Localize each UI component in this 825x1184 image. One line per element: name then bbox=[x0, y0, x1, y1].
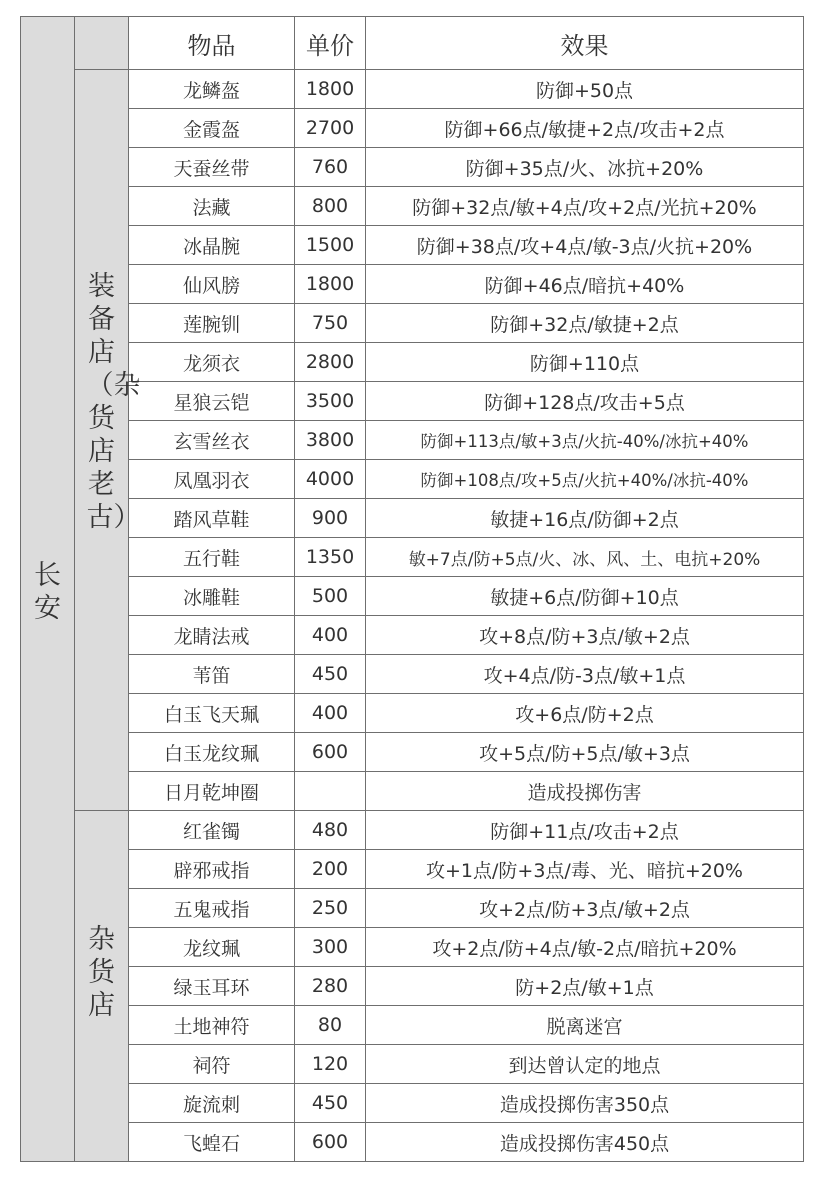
item-name-cell: 仙风膀 bbox=[129, 265, 295, 304]
header-row bbox=[21, 17, 804, 70]
item-price-cell: 2800 bbox=[295, 343, 366, 382]
column-header-item: 物品 bbox=[129, 17, 295, 70]
city-label-cell bbox=[21, 17, 75, 1162]
item-name-cell: 龙睛法戒 bbox=[129, 616, 295, 655]
price-table-container bbox=[20, 16, 804, 1162]
item-price-cell: 1800 bbox=[295, 265, 366, 304]
item-name-cell: 龙鳞盔 bbox=[129, 70, 295, 109]
table-row bbox=[21, 265, 804, 304]
item-price-cell: 200 bbox=[295, 850, 366, 889]
item-effect-cell: 敏+7点/防+5点/火、冰、风、土、电抗+20% bbox=[366, 538, 804, 577]
item-price-cell: 600 bbox=[295, 733, 366, 772]
item-name-cell: 旋流刺 bbox=[129, 1084, 295, 1123]
table-row bbox=[21, 850, 804, 889]
item-effect-cell: 造成投掷伤害450点 bbox=[366, 1123, 804, 1162]
item-price-cell: 760 bbox=[295, 148, 366, 187]
table-row bbox=[21, 304, 804, 343]
table-row bbox=[21, 889, 804, 928]
item-effect-cell: 敏捷+16点/防御+2点 bbox=[366, 499, 804, 538]
item-name-cell: 金霞盔 bbox=[129, 109, 295, 148]
item-name-cell: 凤凰羽衣 bbox=[129, 460, 295, 499]
item-name-cell: 辟邪戒指 bbox=[129, 850, 295, 889]
item-price-cell: 800 bbox=[295, 187, 366, 226]
item-price-cell: 400 bbox=[295, 694, 366, 733]
item-price-cell: 500 bbox=[295, 577, 366, 616]
item-name-cell: 五行鞋 bbox=[129, 538, 295, 577]
item-effect-cell: 攻+6点/防+2点 bbox=[366, 694, 804, 733]
item-name-cell: 莲腕钏 bbox=[129, 304, 295, 343]
item-effect-cell: 攻+5点/防+5点/敏+3点 bbox=[366, 733, 804, 772]
table-row bbox=[21, 1006, 804, 1045]
item-effect-cell: 防御+46点/暗抗+40% bbox=[366, 265, 804, 304]
item-price-cell: 80 bbox=[295, 1006, 366, 1045]
item-effect-cell: 防御+128点/攻击+5点 bbox=[366, 382, 804, 421]
item-price-cell: 480 bbox=[295, 811, 366, 850]
price-table bbox=[20, 16, 804, 1162]
item-price-cell: 400 bbox=[295, 616, 366, 655]
table-row bbox=[21, 1123, 804, 1162]
shop-label: 装备店（杂货店老古） bbox=[86, 271, 141, 533]
item-price-cell: 250 bbox=[295, 889, 366, 928]
column-header-effect: 效果 bbox=[366, 17, 804, 70]
item-name-cell: 冰晶腕 bbox=[129, 226, 295, 265]
item-price-cell: 300 bbox=[295, 928, 366, 967]
table-row bbox=[21, 70, 804, 109]
table-row bbox=[21, 616, 804, 655]
item-effect-cell: 到达曾认定的地点 bbox=[366, 1045, 804, 1084]
item-name-cell: 土地神符 bbox=[129, 1006, 295, 1045]
item-price-cell: 280 bbox=[295, 967, 366, 1006]
item-name-cell: 踏风草鞋 bbox=[129, 499, 295, 538]
item-effect-cell: 防御+35点/火、冰抗+20% bbox=[366, 148, 804, 187]
item-name-cell: 日月乾坤圈 bbox=[129, 772, 295, 811]
item-effect-cell: 攻+2点/防+4点/敏-2点/暗抗+20% bbox=[366, 928, 804, 967]
table-row bbox=[21, 694, 804, 733]
item-effect-cell: 防御+66点/敏捷+2点/攻击+2点 bbox=[366, 109, 804, 148]
table-row bbox=[21, 1045, 804, 1084]
item-name-cell: 冰雕鞋 bbox=[129, 577, 295, 616]
item-name-cell: 祠符 bbox=[129, 1045, 295, 1084]
item-name-cell: 红雀镯 bbox=[129, 811, 295, 850]
item-effect-cell: 防御+38点/攻+4点/敏-3点/火抗+20% bbox=[366, 226, 804, 265]
item-price-cell: 1800 bbox=[295, 70, 366, 109]
item-name-cell: 白玉龙纹珮 bbox=[129, 733, 295, 772]
column-header-price: 单价 bbox=[295, 17, 366, 70]
item-price-cell: 3500 bbox=[295, 382, 366, 421]
table-row bbox=[21, 967, 804, 1006]
item-name-cell: 苇笛 bbox=[129, 655, 295, 694]
item-price-cell: 450 bbox=[295, 655, 366, 694]
table-row bbox=[21, 772, 804, 811]
item-price-cell: 120 bbox=[295, 1045, 366, 1084]
item-name-cell: 绿玉耳环 bbox=[129, 967, 295, 1006]
item-name-cell: 天蚕丝带 bbox=[129, 148, 295, 187]
shop-label: 杂货店 bbox=[88, 924, 115, 1021]
table-row bbox=[21, 733, 804, 772]
table-row bbox=[21, 187, 804, 226]
item-price-cell bbox=[295, 772, 366, 811]
item-price-cell: 450 bbox=[295, 1084, 366, 1123]
table-row bbox=[21, 1084, 804, 1123]
table-row bbox=[21, 655, 804, 694]
table-row bbox=[21, 421, 804, 460]
item-effect-cell: 防御+32点/敏捷+2点 bbox=[366, 304, 804, 343]
item-effect-cell: 防御+32点/敏+4点/攻+2点/光抗+20% bbox=[366, 187, 804, 226]
item-price-cell: 3800 bbox=[295, 421, 366, 460]
item-effect-cell: 攻+1点/防+3点/毒、光、暗抗+20% bbox=[366, 850, 804, 889]
table-row bbox=[21, 460, 804, 499]
item-effect-cell: 攻+8点/防+3点/敏+2点 bbox=[366, 616, 804, 655]
item-effect-cell: 防御+50点 bbox=[366, 70, 804, 109]
table-row bbox=[21, 928, 804, 967]
item-price-cell: 900 bbox=[295, 499, 366, 538]
item-effect-cell: 攻+2点/防+3点/敏+2点 bbox=[366, 889, 804, 928]
header-spacer-cell bbox=[75, 17, 129, 70]
item-effect-cell: 防御+110点 bbox=[366, 343, 804, 382]
table-row bbox=[21, 226, 804, 265]
item-effect-cell: 防御+11点/攻击+2点 bbox=[366, 811, 804, 850]
item-effect-cell: 防+2点/敏+1点 bbox=[366, 967, 804, 1006]
item-price-cell: 1350 bbox=[295, 538, 366, 577]
shop-label-cell bbox=[75, 811, 129, 1162]
item-effect-cell: 攻+4点/防-3点/敏+1点 bbox=[366, 655, 804, 694]
table-row bbox=[21, 109, 804, 148]
item-effect-cell: 脱离迷宫 bbox=[366, 1006, 804, 1045]
table-row bbox=[21, 538, 804, 577]
item-effect-cell: 防御+108点/攻+5点/火抗+40%/冰抗-40% bbox=[366, 460, 804, 499]
item-price-cell: 1500 bbox=[295, 226, 366, 265]
item-name-cell: 五鬼戒指 bbox=[129, 889, 295, 928]
item-name-cell: 龙须衣 bbox=[129, 343, 295, 382]
item-effect-cell: 防御+113点/敏+3点/火抗-40%/冰抗+40% bbox=[366, 421, 804, 460]
item-price-cell: 750 bbox=[295, 304, 366, 343]
item-price-cell: 600 bbox=[295, 1123, 366, 1162]
item-effect-cell: 造成投掷伤害350点 bbox=[366, 1084, 804, 1123]
table-row bbox=[21, 577, 804, 616]
item-name-cell: 星狼云铠 bbox=[129, 382, 295, 421]
item-name-cell: 玄雪丝衣 bbox=[129, 421, 295, 460]
item-price-cell: 2700 bbox=[295, 109, 366, 148]
item-name-cell: 飞蝗石 bbox=[129, 1123, 295, 1162]
item-name-cell: 龙纹珮 bbox=[129, 928, 295, 967]
item-name-cell: 法藏 bbox=[129, 187, 295, 226]
item-effect-cell: 造成投掷伤害 bbox=[366, 772, 804, 811]
shop-label-cell bbox=[75, 70, 141, 811]
item-price-cell: 4000 bbox=[295, 460, 366, 499]
city-label: 长安 bbox=[34, 560, 61, 624]
item-effect-cell: 敏捷+6点/防御+10点 bbox=[366, 577, 804, 616]
table-row bbox=[21, 148, 804, 187]
item-name-cell: 白玉飞天珮 bbox=[129, 694, 295, 733]
table-row bbox=[21, 811, 804, 850]
